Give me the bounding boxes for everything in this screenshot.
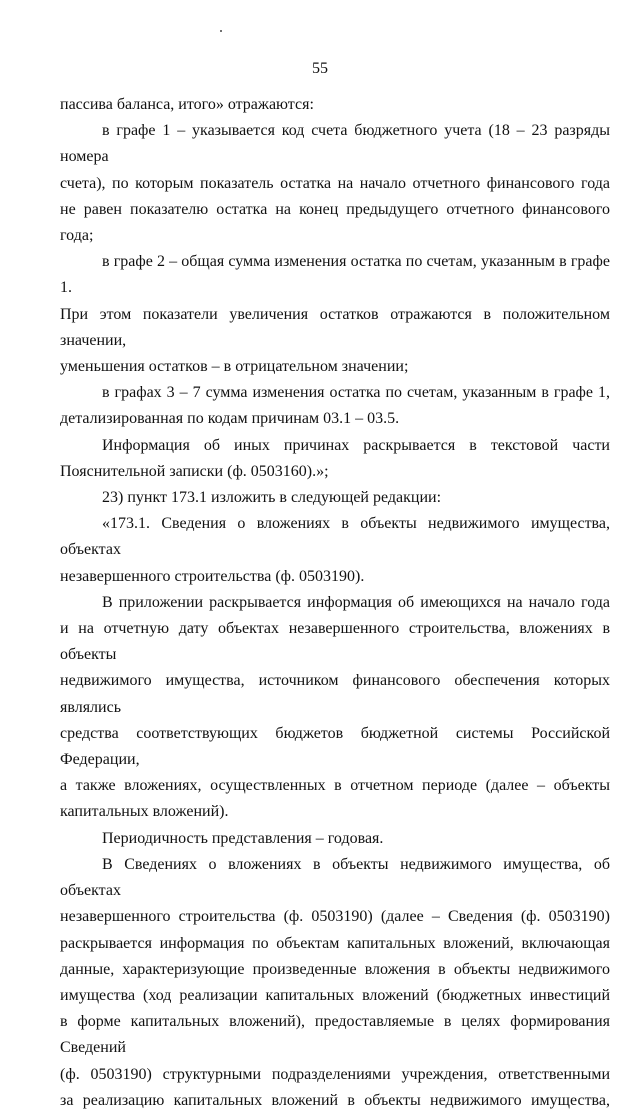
text-line: В Сведениях о вложениях в объекты недвижимого имущества, об объектах — [60, 855, 610, 900]
page-number: 55 — [312, 60, 328, 77]
text-line: пассива баланса, итого» отражаются: — [60, 96, 314, 113]
text-line: недвижимого имущества, источником финансового обеспечения которых являлись — [60, 672, 610, 716]
text-line: раскрывается информация по объектам капитальных вложений, включающая — [60, 934, 610, 952]
text-line: Информация об иных причинах раскрывается в текстовой части — [102, 436, 610, 454]
text-line: имущества (ход реализации капитальных вложений (бюджетных инвестиций — [60, 986, 610, 1004]
text-line: «173.1. Сведения о вложениях в объекты недвижимого имущества, объектах — [60, 515, 610, 559]
text-line: незавершенного строительства (ф. 0503190) (далее – Сведения (ф. 0503190) — [60, 908, 610, 926]
text-line: (ф. 0503190) структурными подразделениями учреждения, ответственными — [60, 1065, 610, 1083]
text-line: в форме капитальных вложений), предоставляемые в целях формирования Сведений — [60, 1013, 610, 1057]
text-line: в графах 3 – 7 сумма изменения остатка по счетам, указанным в графе 1, — [102, 384, 610, 402]
text-line: незавершенного строительства (ф. 0503190). — [60, 567, 365, 585]
text-line: счета), по которым показатель остатка на начало отчетного финансового года — [60, 174, 610, 192]
text-line: данные, характеризующие произведенные вложения в объекты недвижимого — [60, 960, 610, 978]
text-line: 23) пункт 173.1 изложить в следующей редакции: — [102, 489, 442, 507]
text-line: Периодичность представления – годовая. — [102, 829, 384, 847]
text-line: средства соответствующих бюджетов бюджетной системы Российской Федерации, — [60, 724, 610, 769]
text-line: не равен показателю остатка на конец предыдущего отчетного финансового года; — [60, 200, 610, 245]
text-line: и на отчетную дату объектах незавершенного строительства, вложениях в объекты — [60, 620, 610, 664]
document-body — [60, 92, 610, 1114]
scan-speck — [220, 30, 222, 32]
text-line: При этом показатели увеличения остатков отражаются в положительном значении, — [60, 305, 610, 349]
text-line: детализированная по кодам причинам 03.1 – 03.5. — [60, 410, 400, 428]
text-line: Пояснительной записки (ф. 0503160).»; — [60, 462, 329, 480]
text-line: капитальных вложений). — [60, 803, 229, 821]
text-line: в графе 2 – общая сумма изменения остатка по счетам, указанным в графе 1. — [60, 253, 610, 297]
text-line: уменьшения остатков – в отрицательном значении; — [60, 358, 409, 376]
text-line: а также вложениях, осуществленных в отчетном периоде (далее – объекты — [60, 777, 610, 795]
text-line: в графе 1 – указывается код счета бюджетного учета (18 – 23 разряды номера — [60, 122, 610, 166]
text-line: В приложении раскрывается информация об имеющихся на начало года — [102, 593, 610, 611]
text-line: за реализацию капитальных вложений в объекты недвижимого имущества, — [60, 1091, 610, 1109]
